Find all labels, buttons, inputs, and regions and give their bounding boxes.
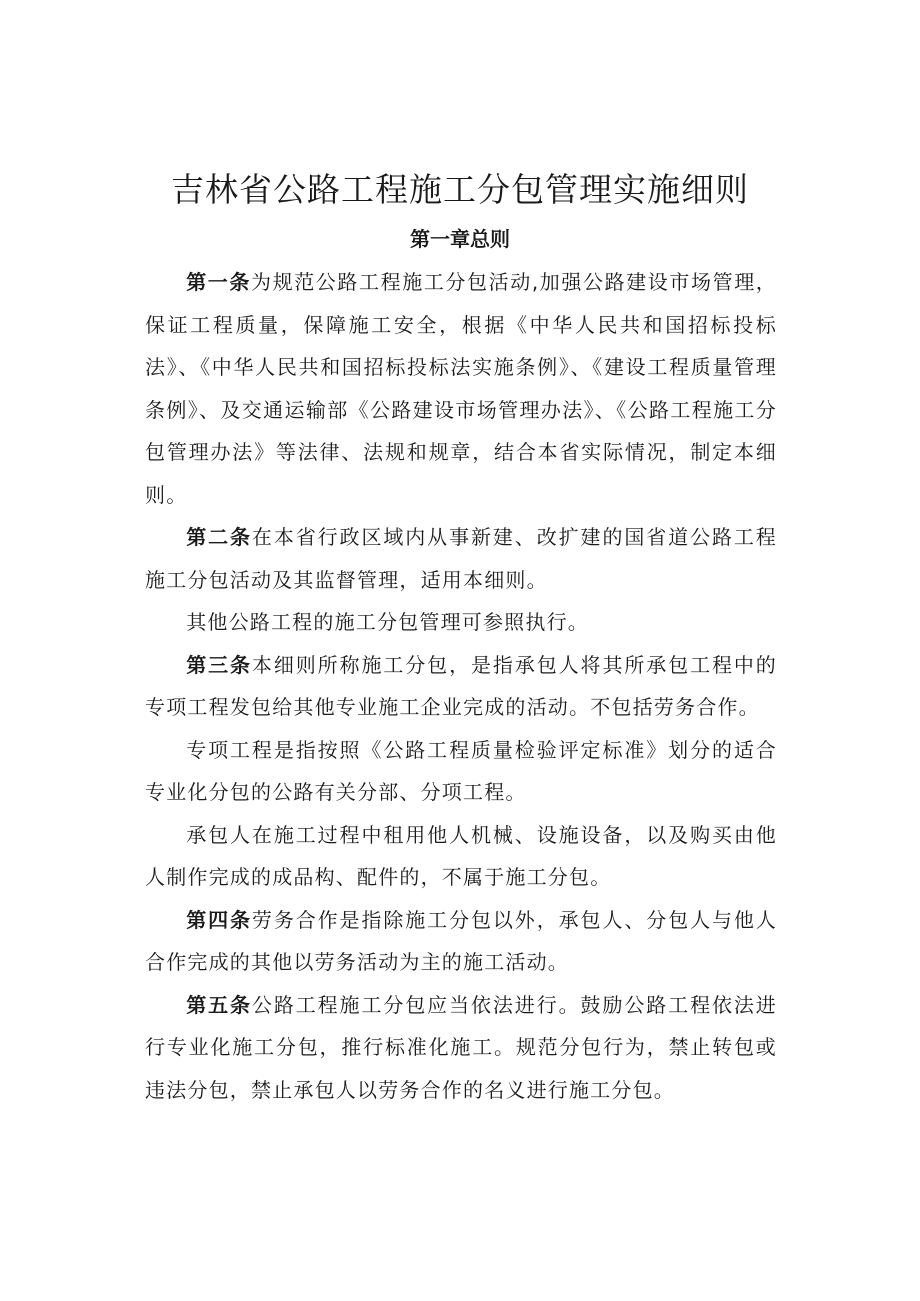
document-title: 吉林省公路工程施工分包管理实施细则 [171, 170, 749, 209]
article-text: 为规范公路工程施工分包活动,加强公路建设市场管理，保证工程质量，保障施工安全，根据《中华人民共和国招标投标法》、《中华人民共和国招标投标法实施条例》、《建设工程质量管理条例》、及交通运输部《公路建设市场管理办法》、《公路工程施工分包管理办法》等法律、法规和规章，结合本省实际情况，制定本细则。 [145, 270, 777, 507]
article-4-paragraph [145, 899, 777, 984]
article-5-paragraph [145, 984, 777, 1112]
article-label: 第一条 [186, 270, 251, 294]
article-3-paragraph [145, 644, 777, 729]
article-3-sub-paragraph-1 [145, 729, 777, 814]
article-text: 劳务合作是指除施工分包以外，承包人、分包人与他人合作完成的其他以劳务活动为主的施工活动。 [145, 907, 777, 974]
article-text: 在本省行政区域内从事新建、改扩建的国省道公路工程施工分包活动及其监督管理，适用本细则。 [145, 525, 777, 592]
article-text: 本细则所称施工分包，是指承包人将其所承包工程中的专项工程发包给其他专业施工企业完成的活动。不包括劳务合作。 [145, 652, 777, 719]
paragraph-text: 其他公路工程的施工分包管理可参照执行。 [186, 610, 589, 634]
paragraph-text: 专项工程是指按照《公路工程质量检验评定标准》划分的适合专业化分包的公路有关分部、分项工程。 [145, 737, 777, 804]
chapter-heading: 第一章总则 [410, 227, 510, 251]
article-2-sub-paragraph [145, 601, 777, 644]
article-label: 第五条 [186, 992, 252, 1017]
article-label: 第二条 [186, 525, 252, 549]
paragraph-text: 承包人在施工过程中租用他人机械、设施设备，以及购买由他人制作完成的成品构、配件的，不属于施工分包。 [145, 822, 777, 889]
article-3-sub-paragraph-2 [145, 814, 777, 899]
article-1-paragraph [145, 261, 777, 516]
article-label: 第三条 [186, 652, 252, 677]
article-text: 公路工程施工分包应当依法进行。鼓励公路工程依法进行专业化施工分包，推行标准化施工。规范分包行为，禁止转包或违法分包，禁止承包人以劳务合作的名义进行施工分包。 [145, 992, 777, 1102]
article-2-paragraph [145, 516, 777, 601]
article-label: 第四条 [186, 907, 252, 932]
document-body [145, 261, 777, 1111]
